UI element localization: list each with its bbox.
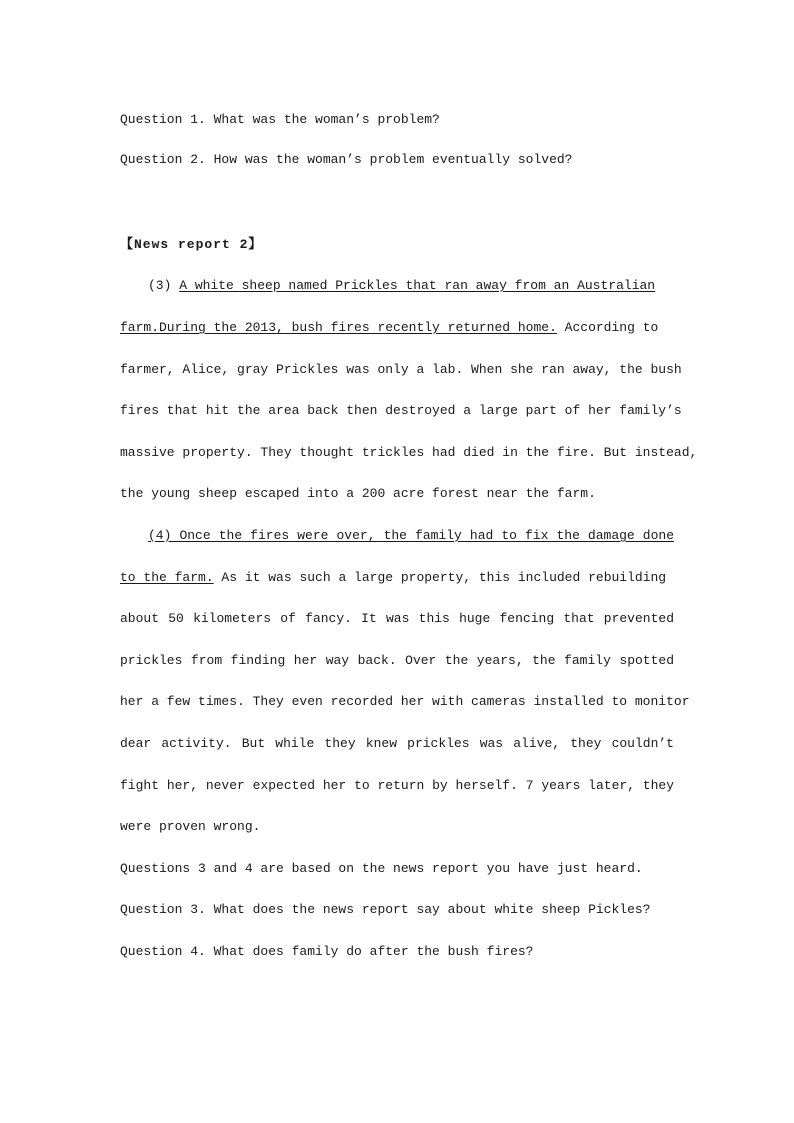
para3-line5: massive property. They thought trickles had died in the fire. But instead,	[120, 445, 698, 460]
question-3: Question 3. What does the news report say about white sheep Pickles?	[120, 902, 651, 917]
question-1: Question 1. What was the woman’s problem?	[120, 112, 440, 127]
para3-underlined-1: A white sheep named Prickles that ran away from an Australian	[179, 278, 656, 293]
para4-line6: dear activity. But while they knew prickles was alive, they couldn’t	[120, 736, 674, 751]
para3-line6: the young sheep escaped into a 200 acre forest near the farm.	[120, 486, 596, 501]
para4-line2-rest: As it was such a large property, this included rebuilding	[213, 570, 667, 585]
para4-line4: prickles from finding her way back. Over the years, the family spotted	[120, 653, 674, 668]
question-4: Question 4. What does family do after the bush fires?	[120, 944, 534, 959]
para4-line3: about 50 kilometers of fancy. It was this huge fencing that prevented	[120, 611, 674, 626]
question-2: Question 2. How was the woman’s problem eventually solved?	[120, 152, 573, 167]
para3-underlined-2: farm.During the 2013, bush fires recently returned home.	[120, 320, 557, 335]
para4-line1: (4) Once the fires were over, the family had to fix the damage done	[148, 528, 674, 543]
para3-line1	[148, 278, 674, 294]
para3-number: (3)	[148, 278, 180, 293]
para3-line2-rest: According to	[556, 320, 659, 335]
para3-line4: fires that hit the area back then destroyed a large part of her family’s	[120, 403, 682, 418]
para4-line2	[120, 570, 674, 586]
para4-line7: fight her, never expected her to return by herself. 7 years later, they	[120, 778, 674, 793]
questions-intro: Questions 3 and 4 are based on the news report you have just heard.	[120, 861, 643, 876]
para4-line5: her a few times. They even recorded her with cameras installed to monitor	[120, 694, 690, 709]
para3-line2	[120, 320, 674, 336]
para3-line3: farmer, Alice, gray Prickles was only a lab. When she ran away, the bush	[120, 362, 682, 377]
para4-line8: were proven wrong.	[120, 819, 261, 834]
para4-underlined-2: to the farm.	[120, 570, 214, 585]
section-heading: 【News report 2】	[120, 237, 263, 252]
